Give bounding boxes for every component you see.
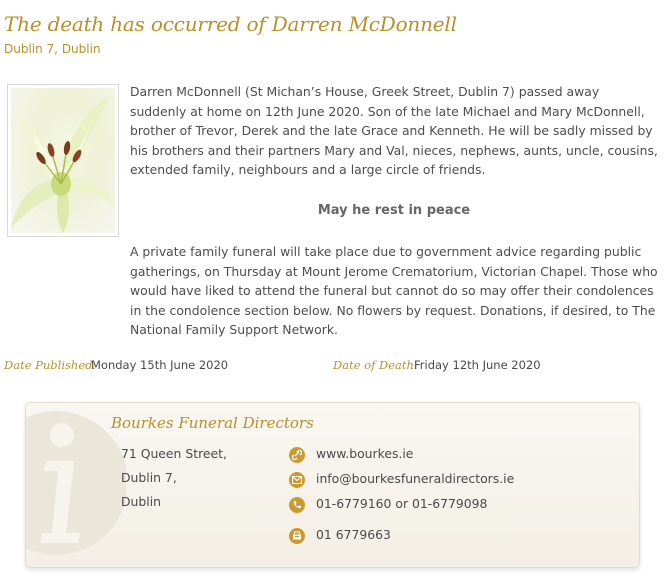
rip-message: May he rest in peace <box>317 203 471 218</box>
notice-paragraph-1: Darren McDonnell (St Michan’s House, Greek Street, Dublin 7) passed away suddenly at home on 12th June 2020. Son of the late Michael and Mary McDonnell, brother of Trevor, Derek and the late Grace and Kenneth. He will be sadly missed by his brothers and their partners Mary and Val, nieces, nephews, aunts, uncle, cousins, extended family, neighbours and a large circle of friends. <box>130 84 658 178</box>
location: Dublin 7, Dublin <box>4 42 101 56</box>
email-icon <box>289 472 305 488</box>
date-of-death-label: Date of Death: <box>333 358 418 372</box>
funeral-director-card <box>25 402 640 568</box>
date-published-value: Monday 15th June 2020 <box>91 358 229 372</box>
page-title: The death has occurred of Darren McDonnell <box>4 12 457 36</box>
notice-paragraph-2: A private family funeral will take place due to government advice regarding public gatherings, on Thursday at Mount Jerome Crematorium, Victorian Chapel. Those who would have liked to attend the funeral but cannot do so may offer their condolences in the condolence section below. No flowers by request. Donations, if desired, to The National Family Support Network. <box>130 244 658 338</box>
director-name: Bourkes Funeral Directors <box>111 414 314 432</box>
date-of-death-value: Friday 12th June 2020 <box>414 358 541 372</box>
date-published-label: Date Published: <box>4 358 97 372</box>
address-line-3: Dublin <box>121 494 161 509</box>
website-link[interactable]: www.bourkes.ie <box>316 446 414 461</box>
phone-numbers[interactable]: 01-6779160 or 01-6779098 <box>316 496 488 511</box>
address-line-1: 71 Queen Street, <box>121 446 227 461</box>
fax-number: 01 6779663 <box>316 527 391 542</box>
address-line-2: Dublin 7, <box>121 470 177 485</box>
lily-photo <box>7 84 119 237</box>
fax-icon <box>289 528 305 544</box>
phone-icon <box>289 497 305 513</box>
email-link[interactable]: info@bourkesfuneraldirectors.ie <box>316 471 515 486</box>
link-icon <box>289 447 305 463</box>
